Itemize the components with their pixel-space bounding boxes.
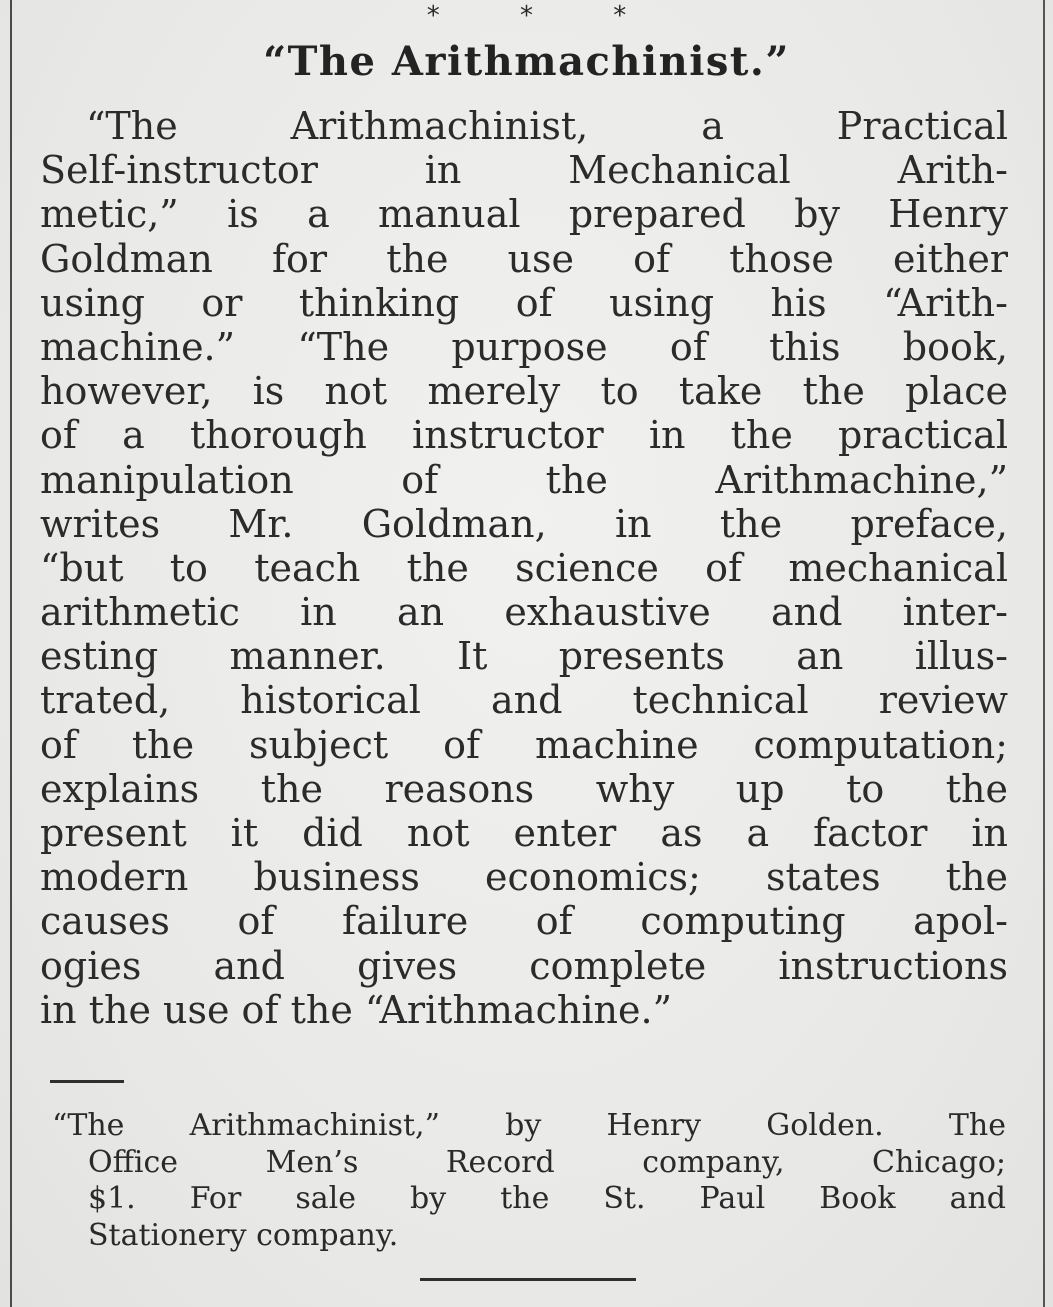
body-line: using or thinking of using his “Arith-	[40, 280, 1008, 325]
article-body	[40, 104, 1008, 1032]
body-line: modern business economics; states the	[40, 855, 1008, 900]
body-line: manipulation of the Arithmachine,”	[40, 457, 1008, 502]
footnote-line: Stationery company.	[88, 1217, 399, 1253]
body-line: explains the reasons why up to the	[40, 766, 1008, 811]
body-line: in the use of the “Arithmachine.”	[40, 987, 672, 1032]
body-line: Self-instructor in Mechanical Arith-	[40, 148, 1008, 193]
article-headline: “The Arithmachinist.”	[263, 38, 790, 85]
body-line: of the subject of machine computation;	[40, 722, 1008, 767]
footnote-line: “The Arithmachinist,” by Henry Golden. The	[52, 1108, 1006, 1143]
book-footnote	[52, 1108, 1006, 1254]
body-line: writes Mr. Goldman, in the preface,	[40, 501, 1008, 546]
footnote-line: $1. For sale by the St. Paul Book and	[88, 1181, 1006, 1216]
body-line: esting manner. It presents an illus-	[40, 634, 1008, 679]
body-line: arithmetic in an exhaustive and inter-	[40, 590, 1008, 635]
body-line: causes of failure of computing apol-	[40, 899, 1008, 944]
section-ornament: * * *	[426, 1, 663, 31]
body-line: “The Arithmachinist, a Practical	[86, 104, 1008, 148]
body-line: however, is not merely to take the place	[40, 369, 1008, 414]
left-column-rule	[10, 0, 12, 1307]
body-line: machine.” “The purpose of this book,	[40, 324, 1008, 369]
right-column-rule	[1043, 0, 1045, 1307]
footnote-divider	[50, 1080, 124, 1083]
end-of-article-rule	[420, 1278, 636, 1281]
footnote-line: Office Men’s Record company, Chicago;	[88, 1144, 1006, 1180]
body-line: ogies and gives complete instructions	[40, 943, 1008, 988]
body-line: Goldman for the use of those either	[40, 236, 1008, 281]
body-line: trated, historical and technical review	[40, 678, 1008, 723]
body-line: metic,” is a manual prepared by Henry	[40, 192, 1008, 237]
body-line: present it did not enter as a factor in	[40, 811, 1008, 855]
body-line: “but to teach the science of mechanical	[40, 545, 1008, 590]
body-line: of a thorough instructor in the practical	[40, 413, 1008, 458]
